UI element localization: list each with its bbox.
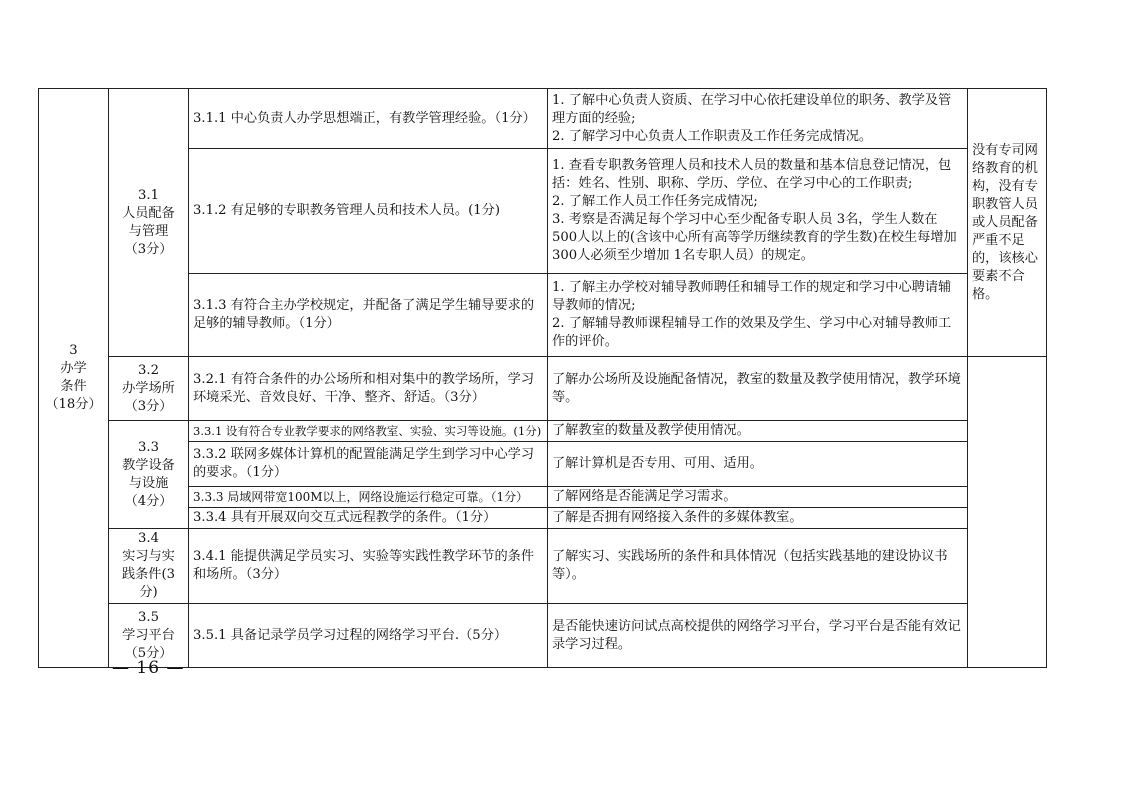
page-number: — 16 — (112, 658, 185, 678)
subcategory-number: 3.4 (138, 531, 159, 546)
method-cell (548, 149, 968, 274)
category-cell (39, 89, 109, 668)
criterion-cell: 3.1.3 有符合主办学校规定，并配备了满足学生辅导要求的足够的辅导教师。（1分） (189, 274, 548, 357)
table-row (39, 487, 1047, 508)
criterion-cell: 3.4.1 能提供满足学员实习、实验等实践性教学环节的条件和场所。（3分） (189, 529, 548, 604)
subcategory-score: （3分） (124, 398, 173, 414)
category-name-line2: 条件 (60, 379, 87, 394)
criterion-cell: 3.3.2 联网多媒体计算机的配置能满足学生到学习中心学习的要求。（1分） (189, 442, 548, 487)
category-score: （18分） (45, 397, 102, 412)
table-row (39, 421, 1047, 442)
empty-note-cell (968, 357, 1047, 668)
method-cell: 了解网络是否能满足学习需求。 (548, 487, 968, 508)
subcategory-score: （5分） (124, 645, 173, 661)
evaluation-table (38, 88, 1047, 668)
subcategory-name: 实习与实 (122, 549, 175, 564)
table-row (39, 89, 1047, 149)
table-row (39, 357, 1047, 421)
table-row (39, 274, 1047, 357)
table-row (39, 442, 1047, 487)
method-line: 1. 了解主办学校对辅导教师聘任和辅导工作的规定和学习中心聘请辅导教师的情况; (552, 280, 952, 313)
criterion-cell: 3.5.1 具备记录学员学习过程的网络学习平台.（5分） (189, 604, 548, 668)
subcategory-cell (109, 89, 189, 357)
core-note-cell: 没有专司网络教育的机构，没有专职教管人员或人员配备严重不足的，该核心要素不合格。 (968, 89, 1047, 357)
subcategory-name: 人员配备 (122, 205, 175, 221)
method-line: 3. 考察是否满足每个学习中心至少配备专职人员 3名，学生人数在 500人以上的(含该中心所有高等学历继续教育的学生数)在校生每增加 300人必须至少增加 1名专职人员）的规定。 (552, 212, 957, 263)
subcategory-cell (109, 357, 189, 421)
subcategory-score: （3分） (124, 241, 173, 257)
subcategory-number: 3.2 (138, 362, 159, 378)
table-row (39, 529, 1047, 604)
subcategory-number: 3.1 (138, 187, 159, 203)
method-line: 1. 了解中心负责人资质、在学习中心依托建设单位的职务、教学及管理方面的经验; (552, 92, 952, 126)
subcategory-score: （4分） (124, 493, 173, 509)
subcategory-cell (109, 529, 189, 604)
table-row (39, 604, 1047, 668)
method-cell: 了解办公场所及设施配备情况，教室的数量及教学使用情况，教学环境等。 (548, 357, 968, 421)
criterion-cell: 3.3.4 具有开展双向交互式远程教学的条件。（1分） (189, 508, 548, 529)
criterion-cell: 3.3.3 局域网带宽100M以上，网络设施运行稳定可靠。（1分） (189, 487, 548, 508)
criterion-cell: 3.1.2 有足够的专职教务管理人员和技术人员。(1分) (189, 149, 548, 274)
method-cell: 了解实习、实践场所的条件和具体情况（包括实践基地的建设协议书等）。 (548, 529, 968, 604)
subcategory-name: 践条件(3分) (121, 567, 176, 600)
subcategory-cell (109, 421, 189, 529)
subcategory-number: 3.5 (138, 609, 159, 625)
criterion-cell: 3.3.1 设有符合专业教学要求的网络教室、实验、实习等设施。(1分) (189, 421, 548, 442)
method-line: 2. 了解学习中心负责人工作职责及工作任务完成情况。 (552, 128, 873, 144)
criterion-cell: 3.2.1 有符合条件的办公场所和相对集中的教学场所，学习环境采光、音效良好、干净、整齐、舒适。（3分） (189, 357, 548, 421)
method-cell: 了解教室的数量及教学使用情况。 (548, 421, 968, 442)
method-line: 2. 了解辅导教师课程辅导工作的效果及学生、学习中心对辅导教师工作的评价。 (552, 316, 952, 349)
method-line: 2. 了解工作人员工作任务完成情况; (552, 194, 758, 209)
method-cell (548, 274, 968, 357)
subcategory-number: 3.3 (138, 439, 159, 455)
method-line: 1. 查看专职教务管理人员和技术人员的数量和基本信息登记情况，包括：姓名、性别、职称、学历、学位、在学习中心的工作职责; (552, 158, 952, 191)
subcategory-name: 学习平台 (122, 627, 175, 643)
method-cell: 了解是否拥有网络接入条件的多媒体教室。 (548, 508, 968, 529)
criterion-cell: 3.1.1 中心负责人办学思想端正，有教学管理经验。（1分） (189, 89, 548, 149)
subcategory-name: 办学场所 (122, 380, 175, 396)
subcategory-name: 与管理 (128, 223, 169, 239)
method-cell: 是否能快速访问试点高校提供的网络学习平台，学习平台是否能有效记录学习过程。 (548, 604, 968, 668)
category-name-line1: 办学 (60, 361, 87, 376)
method-cell: 了解计算机是否专用、可用、适用。 (548, 442, 968, 487)
table-row (39, 508, 1047, 529)
category-number: 3 (69, 343, 78, 358)
method-cell (548, 89, 968, 149)
table-row (39, 149, 1047, 274)
subcategory-name: 教学设备 (122, 457, 175, 473)
subcategory-name: 与设施 (128, 475, 169, 491)
